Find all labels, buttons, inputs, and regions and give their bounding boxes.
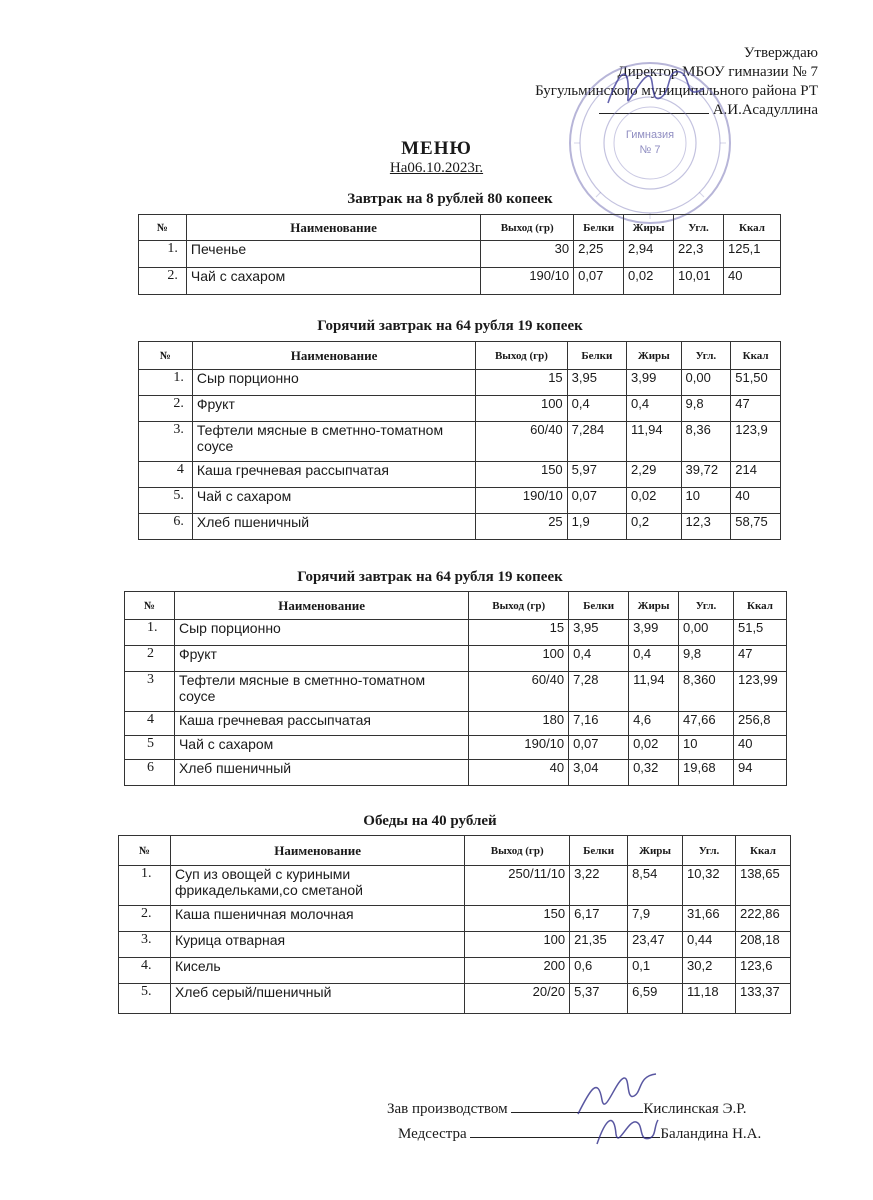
row-kcal: 214 — [731, 462, 781, 488]
row-carb: 10 — [681, 488, 731, 514]
row-protein: 5,97 — [567, 462, 626, 488]
row-output: 30 — [481, 241, 574, 268]
table-row — [139, 370, 781, 396]
row-fat: 6,59 — [628, 984, 683, 1014]
row-name: Сыр порционно — [192, 370, 475, 396]
row-kcal: 94 — [733, 760, 786, 786]
col-protein: Белки — [574, 215, 624, 241]
table-row — [139, 488, 781, 514]
table-row — [119, 932, 791, 958]
row-kcal: 51,50 — [731, 370, 781, 396]
production-signature-row — [387, 1101, 746, 1118]
row-protein: 0,4 — [567, 396, 626, 422]
row-output: 100 — [465, 932, 570, 958]
row-output: 190/10 — [476, 488, 567, 514]
row-output: 190/10 — [469, 736, 569, 760]
col-fat: Жиры — [629, 592, 679, 620]
row-protein: 7,28 — [569, 672, 629, 712]
row-fat: 11,94 — [627, 422, 682, 462]
col-protein: Белки — [569, 592, 629, 620]
nurse-signature-row — [398, 1126, 761, 1143]
row-protein: 0,07 — [574, 268, 624, 295]
row-fat: 0,4 — [627, 396, 682, 422]
nurse-label: Медсестра — [398, 1126, 467, 1142]
row-kcal: 40 — [731, 488, 781, 514]
row-carb: 19,68 — [679, 760, 734, 786]
col-output: Выход (гр) — [469, 592, 569, 620]
row-fat: 0,02 — [629, 736, 679, 760]
table-row — [139, 514, 781, 540]
col-protein: Белки — [567, 342, 626, 370]
row-num: 5 — [125, 736, 175, 760]
row-name: Хлеб пшеничный — [174, 760, 468, 786]
row-num: 1. — [139, 241, 187, 268]
row-protein: 6,17 — [570, 906, 628, 932]
row-num: 4 — [125, 712, 175, 736]
col-num: № — [139, 342, 193, 370]
director-name: А.И.Асадуллина — [712, 102, 818, 118]
col-carb: Угл. — [674, 215, 724, 241]
col-name: Наименование — [170, 836, 464, 866]
row-name: Тефтели мясные в сметнно-томатном соусе — [174, 672, 468, 712]
row-carb: 10,01 — [674, 268, 724, 295]
row-output: 40 — [469, 760, 569, 786]
row-output: 180 — [469, 712, 569, 736]
row-fat: 0,02 — [624, 268, 674, 295]
row-name: Тефтели мясные в сметнно-томатном соусе — [192, 422, 475, 462]
row-kcal: 133,37 — [735, 984, 790, 1014]
table-row — [119, 958, 791, 984]
col-fat: Жиры — [627, 342, 682, 370]
row-fat: 2,94 — [624, 241, 674, 268]
row-carb: 0,00 — [679, 620, 734, 646]
row-carb: 39,72 — [681, 462, 731, 488]
row-name: Фрукт — [174, 646, 468, 672]
row-fat: 0,1 — [628, 958, 683, 984]
col-kcal: Ккал — [735, 836, 790, 866]
production-label: Зав производством — [387, 1101, 508, 1117]
row-num: 2 — [125, 646, 175, 672]
row-num: 1. — [125, 620, 175, 646]
row-protein: 0,4 — [569, 646, 629, 672]
table-row — [139, 422, 781, 462]
row-name: Чай с сахаром — [174, 736, 468, 760]
table-row — [119, 866, 791, 906]
row-fat: 3,99 — [629, 620, 679, 646]
row-output: 15 — [469, 620, 569, 646]
col-carb: Угл. — [683, 836, 736, 866]
row-carb: 0,00 — [681, 370, 731, 396]
col-name: Наименование — [186, 215, 480, 241]
table-row — [119, 984, 791, 1014]
row-name: Чай с сахаром — [186, 268, 480, 295]
col-num: № — [119, 836, 171, 866]
row-num: 1. — [139, 370, 193, 396]
row-carb: 8,360 — [679, 672, 734, 712]
row-name: Курица отварная — [170, 932, 464, 958]
row-num: 3. — [119, 932, 171, 958]
row-name: Сыр порционно — [174, 620, 468, 646]
director-signature — [600, 58, 710, 118]
row-fat: 0,2 — [627, 514, 682, 540]
table-row — [119, 906, 791, 932]
row-output: 60/40 — [476, 422, 567, 462]
row-carb: 10 — [679, 736, 734, 760]
row-carb: 8,36 — [681, 422, 731, 462]
seal-text-2: № 7 — [639, 144, 661, 156]
row-fat: 8,54 — [628, 866, 683, 906]
row-carb: 10,32 — [683, 866, 736, 906]
row-name: Кисель — [170, 958, 464, 984]
row-carb: 12,3 — [681, 514, 731, 540]
row-kcal: 256,8 — [733, 712, 786, 736]
row-kcal: 208,18 — [735, 932, 790, 958]
section-title-hot-breakfast-1: Горячий завтрак на 64 рубля 19 копеек — [317, 318, 583, 334]
row-fat: 4,6 — [629, 712, 679, 736]
row-protein: 0,07 — [569, 736, 629, 760]
row-fat: 0,32 — [629, 760, 679, 786]
menu-date: На06.10.2023г. — [389, 160, 484, 176]
col-name: Наименование — [174, 592, 468, 620]
table-row — [125, 712, 787, 736]
row-num: 4 — [139, 462, 193, 488]
row-output: 100 — [476, 396, 567, 422]
row-num: 1. — [119, 866, 171, 906]
seal-text-1: Гимназия — [625, 129, 675, 141]
table-row — [139, 462, 781, 488]
row-carb: 47,66 — [679, 712, 734, 736]
row-fat: 7,9 — [628, 906, 683, 932]
row-output: 150 — [465, 906, 570, 932]
section-title-breakfast: Завтрак на 8 рублей 80 копеек — [347, 191, 553, 207]
row-carb: 31,66 — [683, 906, 736, 932]
nurse-handwritten-signature — [592, 1108, 662, 1153]
row-num: 3. — [139, 422, 193, 462]
row-kcal: 47 — [733, 646, 786, 672]
col-output: Выход (гр) — [481, 215, 574, 241]
col-kcal: Ккал — [733, 592, 786, 620]
row-kcal: 58,75 — [731, 514, 781, 540]
row-num: 6 — [125, 760, 175, 786]
row-kcal: 51,5 — [733, 620, 786, 646]
row-num: 4. — [119, 958, 171, 984]
row-name: Фрукт — [192, 396, 475, 422]
row-output: 150 — [476, 462, 567, 488]
table-row — [139, 396, 781, 422]
row-num: 3 — [125, 672, 175, 712]
col-num: № — [125, 592, 175, 620]
approval-line-3: Бугульминского муниципального района РТ — [535, 83, 818, 99]
row-output: 250/11/10 — [465, 866, 570, 906]
table-hot-breakfast-1 — [138, 341, 781, 540]
row-output: 20/20 — [465, 984, 570, 1014]
row-protein: 2,25 — [574, 241, 624, 268]
row-carb: 11,18 — [683, 984, 736, 1014]
col-protein: Белки — [570, 836, 628, 866]
row-output: 60/40 — [469, 672, 569, 712]
row-fat: 23,47 — [628, 932, 683, 958]
row-protein: 0,6 — [570, 958, 628, 984]
row-output: 100 — [469, 646, 569, 672]
row-fat: 11,94 — [629, 672, 679, 712]
table-row — [139, 241, 781, 268]
row-protein: 3,04 — [569, 760, 629, 786]
col-fat: Жиры — [628, 836, 683, 866]
col-fat: Жиры — [624, 215, 674, 241]
row-fat: 2,29 — [627, 462, 682, 488]
row-name: Чай с сахаром — [192, 488, 475, 514]
row-output: 190/10 — [481, 268, 574, 295]
row-carb: 30,2 — [683, 958, 736, 984]
row-name: Каша гречневая рассыпчатая — [174, 712, 468, 736]
row-kcal: 47 — [731, 396, 781, 422]
table-row — [125, 760, 787, 786]
row-protein: 7,284 — [567, 422, 626, 462]
row-num: 5. — [119, 984, 171, 1014]
production-name: Кислинская Э.Р. — [643, 1101, 747, 1117]
col-carb: Угл. — [679, 592, 734, 620]
row-name: Каша пшеничная молочная — [170, 906, 464, 932]
row-kcal: 123,99 — [733, 672, 786, 712]
nurse-name: Баландина Н.А. — [660, 1126, 762, 1142]
approval-line-1: Утверждаю — [743, 45, 818, 61]
table-lunch — [118, 835, 791, 1014]
col-kcal: Ккал — [731, 342, 781, 370]
menu-title: МЕНЮ — [401, 138, 472, 159]
row-output: 25 — [476, 514, 567, 540]
table-breakfast — [138, 214, 781, 295]
row-name: Хлеб пшеничный — [192, 514, 475, 540]
row-name: Хлеб серый/пшеничный — [170, 984, 464, 1014]
row-fat: 0,4 — [629, 646, 679, 672]
row-protein: 21,35 — [570, 932, 628, 958]
row-name: Суп из овощей с куриными фрикадельками,со сметаной — [170, 866, 464, 906]
row-name: Печенье — [186, 241, 480, 268]
row-name: Каша гречневая рассыпчатая — [192, 462, 475, 488]
row-num: 6. — [139, 514, 193, 540]
row-kcal: 40 — [723, 268, 780, 295]
row-protein: 0,07 — [567, 488, 626, 514]
row-carb: 22,3 — [674, 241, 724, 268]
row-num: 5. — [139, 488, 193, 514]
col-carb: Угл. — [681, 342, 731, 370]
approval-line-2: Директор МБОУ гимназии № 7 — [617, 64, 818, 80]
row-num: 2. — [139, 268, 187, 295]
table-row — [125, 620, 787, 646]
row-output: 200 — [465, 958, 570, 984]
row-output: 15 — [476, 370, 567, 396]
row-protein: 1,9 — [567, 514, 626, 540]
row-kcal: 138,65 — [735, 866, 790, 906]
row-fat: 3,99 — [627, 370, 682, 396]
row-carb: 0,44 — [683, 932, 736, 958]
row-num: 2. — [119, 906, 171, 932]
row-kcal: 40 — [733, 736, 786, 760]
table-row — [125, 646, 787, 672]
table-row — [139, 268, 781, 295]
row-carb: 9,8 — [681, 396, 731, 422]
col-output: Выход (гр) — [465, 836, 570, 866]
row-kcal: 123,9 — [731, 422, 781, 462]
col-kcal: Ккал — [723, 215, 780, 241]
section-title-hot-breakfast-2: Горячий завтрак на 64 рубля 19 копеек — [297, 569, 563, 585]
row-fat: 0,02 — [627, 488, 682, 514]
col-name: Наименование — [192, 342, 475, 370]
row-kcal: 125,1 — [723, 241, 780, 268]
row-protein: 5,37 — [570, 984, 628, 1014]
col-output: Выход (гр) — [476, 342, 567, 370]
row-num: 2. — [139, 396, 193, 422]
row-kcal: 123,6 — [735, 958, 790, 984]
row-kcal: 222,86 — [735, 906, 790, 932]
section-title-lunch: Обеды на 40 рублей — [363, 813, 497, 829]
table-hot-breakfast-2 — [124, 591, 787, 786]
table-row — [125, 736, 787, 760]
row-protein: 7,16 — [569, 712, 629, 736]
row-protein: 3,95 — [567, 370, 626, 396]
col-num: № — [139, 215, 187, 241]
table-row — [125, 672, 787, 712]
row-protein: 3,22 — [570, 866, 628, 906]
row-carb: 9,8 — [679, 646, 734, 672]
row-protein: 3,95 — [569, 620, 629, 646]
